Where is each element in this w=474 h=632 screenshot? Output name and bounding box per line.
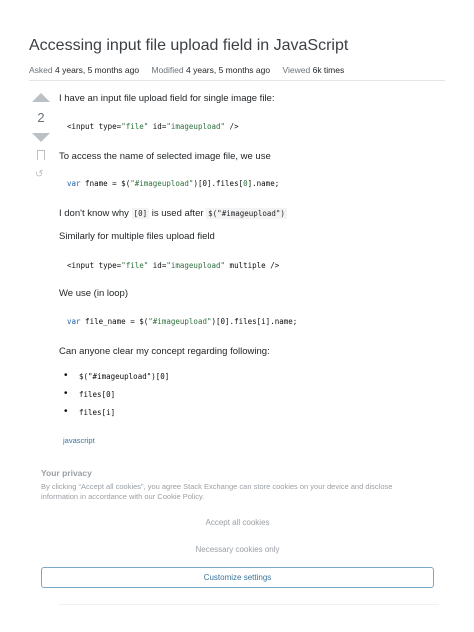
code-token: type= [98,122,122,131]
inline-code: $("#imageupload") [208,209,285,218]
code-token: id= [148,122,167,131]
code-token: id= [148,261,167,270]
code-string: "imageupload" [166,122,226,131]
inline-code: [0] [133,209,148,218]
asked-value: 4 years, 5 months ago [55,65,140,75]
code-block-4 [67,317,297,326]
modified-label: Modified [151,65,184,75]
list-item [67,408,115,417]
downvote-icon[interactable] [32,133,50,142]
question-title[interactable]: Accessing input file upload field in JavaScript [29,37,349,54]
privacy-title: Your privacy [41,468,92,478]
code-string: "file" [121,122,149,131]
code-string: "file" [121,261,149,270]
code-token: <input [67,122,99,131]
code-token: fname = $( [80,179,131,188]
code-number: 0 [243,179,248,188]
code-keyword: var [67,317,81,326]
code-keyword: var [67,179,81,188]
text-segment: is used after [151,208,204,219]
body-paragraph-1: I have an input file upload field for single image file: [59,93,275,104]
privacy-banner [0,458,474,632]
code-block-3 [67,261,279,270]
question-meta [29,65,449,75]
viewed-value: 6k times [312,65,345,75]
list-item [67,372,169,381]
modified-value[interactable]: 4 years, 5 months ago [186,65,271,75]
code-string: "imageupload" [166,261,226,270]
code-token: file_name = $( [80,317,149,326]
list-item-code: files[0] [79,390,116,399]
body-paragraph-3 [59,208,287,219]
code-string: "#imageupload" [130,179,194,188]
list-item-code: $("#imageupload")[0] [79,372,170,381]
bookmark-icon[interactable] [37,150,45,160]
code-token: multiple /> [225,261,280,270]
viewed-label: Viewed [282,65,311,75]
accept-all-cookies-button[interactable]: Accept all cookies [205,518,270,527]
code-token: )[0].files[i].name; [211,317,298,326]
code-block-1 [67,122,239,131]
header-divider [29,80,445,81]
code-string: "#imageupload" [148,317,212,326]
list-item-code: files[i] [79,408,116,417]
body-paragraph-6: Can anyone clear my concept regarding following: [59,346,270,357]
list-item [67,390,115,399]
code-token: <input [67,261,99,270]
body-paragraph-2: To access the name of selected image file, we use [59,151,271,162]
code-token: /> [225,122,239,131]
body-paragraph-5: We use (in loop) [59,288,128,299]
asked-label: Asked [29,65,53,75]
code-token: )[0].files[ [193,179,244,188]
code-block-2 [67,179,279,188]
code-token: ].name; [247,179,280,188]
upvote-icon[interactable] [32,93,50,102]
text-segment: I don't know why [59,208,129,219]
body-paragraph-4: Similarly for multiple files upload field [59,231,215,242]
code-token: type= [98,261,122,270]
customize-settings-button[interactable]: Customize settings [41,567,434,588]
privacy-body: By clicking “Accept all cookies”, you agree Stack Exchange can store cookies on your device and disclose information in accordance with our Cookie Policy. [41,482,393,501]
history-icon[interactable]: ↺ [35,169,44,180]
question-header [29,36,449,75]
vote-score: 2 [37,110,45,125]
vote-cell [30,93,52,180]
faint-divider [59,604,439,605]
necessary-cookies-button[interactable]: Necessary cookies only [195,545,280,554]
tag-javascript[interactable]: javascript [63,436,95,445]
